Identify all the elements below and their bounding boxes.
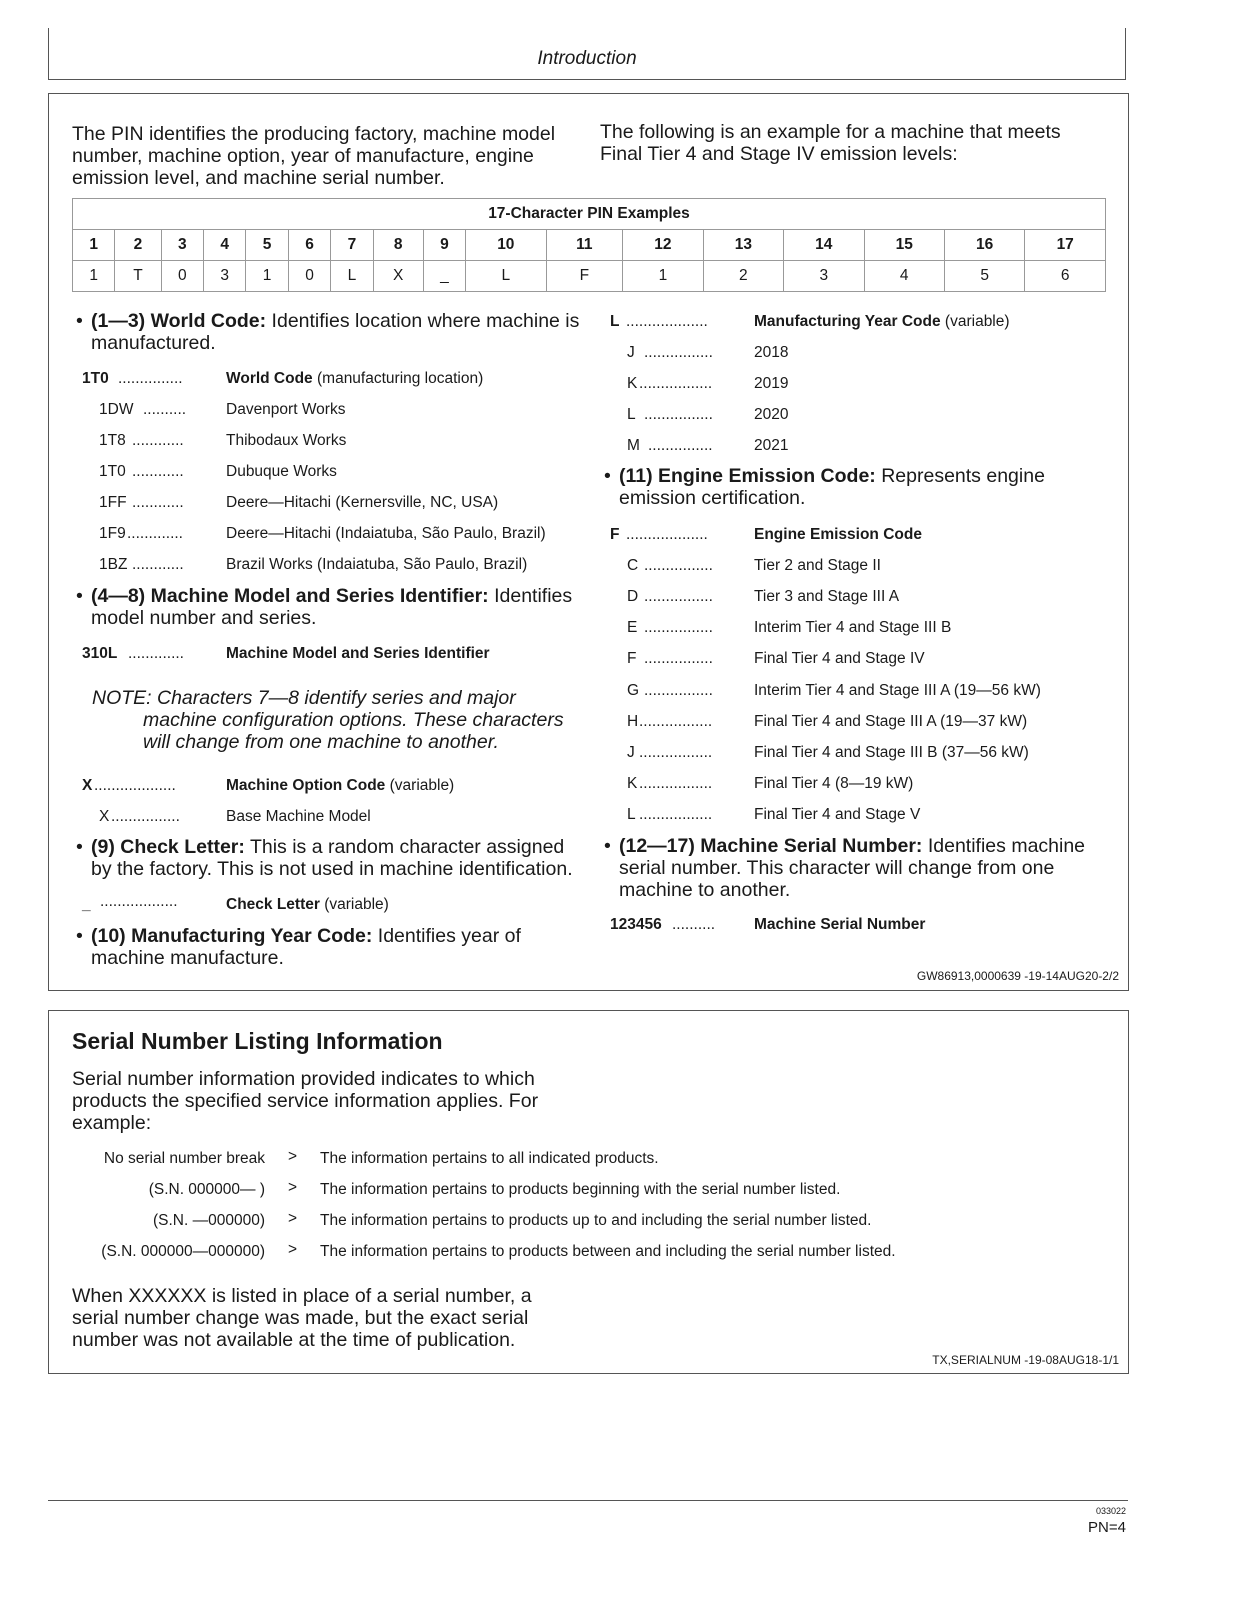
serial-row-code: No serial number break xyxy=(103,1150,265,1167)
dot-leader: ................ xyxy=(644,588,713,605)
pin-value: 0 xyxy=(161,261,203,292)
year-item-label: 2019 xyxy=(754,375,789,392)
emission-item-label: Interim Tier 4 and Stage III A (19—56 kW) xyxy=(754,682,1041,699)
pin-value: L xyxy=(466,261,546,292)
dot-leader: ................. xyxy=(639,806,713,823)
pin-value: 1 xyxy=(246,261,288,292)
pin-value: L xyxy=(331,261,373,292)
serial-row-text: The information pertains to products between and including the serial number listed. xyxy=(320,1243,896,1260)
emission-item-label: Final Tier 4 and Stage IV xyxy=(754,650,925,667)
emission-item-code: F xyxy=(627,650,637,667)
dot-leader: ............ xyxy=(132,463,184,480)
serial-row-sep: > xyxy=(288,1148,298,1165)
pin-value: 0 xyxy=(288,261,330,292)
bullet-dot-icon: • xyxy=(76,310,83,332)
year-item-label: 2018 xyxy=(754,344,789,361)
option-item-code: X xyxy=(99,808,110,825)
emission-item-label: Tier 2 and Stage II xyxy=(754,557,881,574)
world-code-item-label: Thibodaux Works xyxy=(226,432,347,449)
emission-item-label: Interim Tier 4 and Stage III B xyxy=(754,619,952,636)
pin-intro-right: The following is an example for a machine that meets Final Tier 4 and Stage IV emission levels: xyxy=(600,121,1061,165)
year-head-code: L xyxy=(610,313,620,330)
pin-value: 5 xyxy=(944,261,1024,292)
world-code-item-code: 1T0 xyxy=(99,463,126,480)
bullet-dot-icon: • xyxy=(604,465,611,487)
dot-leader: ................ xyxy=(644,406,713,423)
dot-leader: ............ xyxy=(132,432,184,449)
pin-position: 9 xyxy=(423,230,465,261)
emission-item-code: H xyxy=(627,713,639,730)
page-number: PN=4 xyxy=(1088,1519,1126,1536)
year-item-label: 2020 xyxy=(754,406,789,423)
pin-value: 6 xyxy=(1025,261,1106,292)
footer-code: 033022 xyxy=(1095,1506,1126,1516)
world-code-item-code: 1DW xyxy=(99,401,134,418)
emission-item-code: K xyxy=(627,775,638,792)
pin-position: 3 xyxy=(161,230,203,261)
bullet-dot-icon: • xyxy=(76,836,83,858)
dot-leader: ................ xyxy=(644,619,713,636)
bullet-dot-icon: • xyxy=(604,835,611,857)
dot-leader: ................. xyxy=(639,775,713,792)
model-bullet: • (4—8) Machine Model and Series Identifier: Identifies model number and series. xyxy=(76,585,573,629)
dot-leader: ................. xyxy=(639,744,713,761)
emission-item-code: G xyxy=(627,682,640,699)
emission-head-code: F xyxy=(610,526,620,543)
pin-position: 14 xyxy=(784,230,864,261)
dot-leader: ............... xyxy=(118,370,183,387)
world-code-item-label: Dubuque Works xyxy=(226,463,337,480)
serial-row-sep: > xyxy=(288,1210,298,1227)
serial-section-closing: When XXXXXX is listed in place of a serial number, a serial number change was made, but the exact serial number was not available at the time of publication. xyxy=(72,1285,532,1351)
pin-position: 7 xyxy=(331,230,373,261)
pin-position: 13 xyxy=(703,230,783,261)
world-code-item-code: 1FF xyxy=(99,494,127,511)
serial-head-code: 123456 xyxy=(610,916,662,933)
emission-item-code: D xyxy=(627,588,639,605)
emission-item-label: Final Tier 4 and Stage V xyxy=(754,806,921,823)
pin-position: 12 xyxy=(623,230,703,261)
serial-row-code: (S.N. 000000— ) xyxy=(148,1181,265,1198)
year-item-code: K xyxy=(627,375,638,392)
serial-head-label: Machine Serial Number xyxy=(754,916,926,933)
pin-value: F xyxy=(546,261,623,292)
world-code-item-code: 1T8 xyxy=(99,432,126,449)
world-code-item-label: Deere—Hitachi (Kernersville, NC, USA) xyxy=(226,494,499,511)
emission-item-label: Final Tier 4 (8—19 kW) xyxy=(754,775,914,792)
world-code-head-label: World Code (manufacturing location) xyxy=(226,370,484,387)
world-code-item-label: Davenport Works xyxy=(226,401,346,418)
check-letter-bullet: • (9) Check Letter: This is a random character assigned by the factory. This is not used in machine identification. xyxy=(76,836,573,880)
world-code-item-code: 1BZ xyxy=(99,556,128,573)
world-code-item-label: Deere—Hitachi (Indaiatuba, São Paulo, Brazil) xyxy=(226,525,546,542)
dot-leader: ................... xyxy=(626,313,708,330)
dot-leader: ................ xyxy=(644,344,713,361)
dot-leader: ............ xyxy=(132,556,184,573)
year-item-label: 2021 xyxy=(754,437,789,454)
serial-section-intro: Serial number information provided indicates to which products the specified service information applies. For example: xyxy=(72,1068,539,1134)
bullet-dot-icon: • xyxy=(76,925,83,947)
serial-row-text: The information pertains to products beginning with the serial number listed. xyxy=(320,1181,841,1198)
page-header-title: Introduction xyxy=(537,48,637,69)
pin-position: 1 xyxy=(73,230,115,261)
pin-value: 4 xyxy=(864,261,944,292)
pin-value: _ xyxy=(423,261,465,292)
pin-value: 3 xyxy=(203,261,245,292)
world-code-head-code: 1T0 xyxy=(82,370,109,387)
emission-item-code: J xyxy=(627,744,635,761)
serial-row-code: (S.N. 000000—000000) xyxy=(101,1243,265,1260)
serial-row-text: The information pertains to all indicated products. xyxy=(320,1150,659,1167)
pin-position: 11 xyxy=(546,230,623,261)
pin-intro-left: The PIN identifies the producing factory, machine model number, machine option, year of manufacture, engine emission level, and machine serial number. xyxy=(72,123,556,189)
dot-leader: ................ xyxy=(644,650,713,667)
pin-position: 6 xyxy=(288,230,330,261)
dot-leader: ................ xyxy=(644,682,713,699)
dot-leader: ............ xyxy=(132,494,184,511)
serial-row-code: (S.N. —000000) xyxy=(153,1212,265,1229)
serial-row-sep: > xyxy=(288,1241,298,1258)
serial-row-sep: > xyxy=(288,1179,298,1196)
serial-number-bullet: • (12—17) Machine Serial Number: Identifies machine serial number. This character will change from one machine to another. xyxy=(604,835,1086,901)
check-head-label: Check Letter (variable) xyxy=(226,896,389,913)
note-line-3: will change from one machine to another. xyxy=(143,731,499,753)
dot-leader: .......... xyxy=(143,401,187,418)
dot-leader: ................... xyxy=(94,777,176,794)
serial-row-text: The information pertains to products up to and including the serial number listed. xyxy=(320,1212,872,1229)
dot-leader: .......... xyxy=(672,916,716,933)
dot-leader: ................... xyxy=(626,526,708,543)
pin-example-table xyxy=(72,198,1106,292)
world-code-bullet: • (1—3) World Code: Identifies location where machine is manufactured. xyxy=(76,310,580,354)
option-head-code: X xyxy=(82,777,93,794)
pin-value: X xyxy=(373,261,423,292)
pin-position: 16 xyxy=(944,230,1024,261)
year-head-label: Manufacturing Year Code (variable) xyxy=(754,313,1010,330)
emission-item-code: E xyxy=(627,619,638,636)
dot-leader: ............... xyxy=(648,437,713,454)
dot-leader: ................. xyxy=(639,375,713,392)
pin-value: 1 xyxy=(623,261,703,292)
emission-item-label: Final Tier 4 and Stage III A (19—37 kW) xyxy=(754,713,1028,730)
pin-table-caption: 17-Character PIN Examples xyxy=(73,199,1106,230)
pin-position: 10 xyxy=(466,230,546,261)
pin-position: 15 xyxy=(864,230,944,261)
check-head-code: _ xyxy=(82,896,91,913)
pin-position: 8 xyxy=(373,230,423,261)
option-head-label: Machine Option Code (variable) xyxy=(226,777,455,794)
pin-position: 2 xyxy=(115,230,161,261)
emission-item-code: L xyxy=(627,806,636,823)
emission-item-code: C xyxy=(627,557,639,574)
note-line-2: machine configuration options. These characters xyxy=(143,709,564,731)
dot-leader: .................. xyxy=(100,893,178,910)
dot-leader: ................ xyxy=(644,557,713,574)
dot-leader: ................. xyxy=(639,713,713,730)
bullet-dot-icon: • xyxy=(76,585,83,607)
emission-item-label: Final Tier 4 and Stage III B (37—56 kW) xyxy=(754,744,1029,761)
pin-value: 1 xyxy=(73,261,115,292)
year-item-code: M xyxy=(627,437,640,454)
emission-bullet: • (11) Engine Emission Code: Represents engine emission certification. xyxy=(604,465,1045,509)
pin-value: 2 xyxy=(703,261,783,292)
dot-leader: ............. xyxy=(128,645,184,662)
dot-leader: ................ xyxy=(111,808,180,825)
pin-value: T xyxy=(115,261,161,292)
year-item-code: L xyxy=(627,406,636,423)
model-head-label: Machine Model and Series Identifier xyxy=(226,645,490,662)
dot-leader: ............. xyxy=(127,525,183,542)
emission-item-label: Tier 3 and Stage III A xyxy=(754,588,900,605)
pin-position: 17 xyxy=(1025,230,1106,261)
pin-section-reference: GW86913,0000639 -19-14AUG20-2/2 xyxy=(916,969,1119,983)
note-line-1: NOTE: Characters 7—8 identify series and major xyxy=(92,687,516,709)
pin-position: 4 xyxy=(203,230,245,261)
world-code-item-code: 1F9 xyxy=(99,525,126,542)
serial-section-reference: TX,SERIALNUM -19-08AUG18-1/1 xyxy=(932,1353,1119,1367)
footer-divider xyxy=(48,1500,1128,1501)
pin-value: 3 xyxy=(784,261,864,292)
pin-position: 5 xyxy=(246,230,288,261)
year-item-code: J xyxy=(627,344,635,361)
year-bullet: • (10) Manufacturing Year Code: Identifies year of machine manufacture. xyxy=(76,925,521,969)
world-code-item-label: Brazil Works (Indaiatuba, São Paulo, Brazil) xyxy=(226,556,528,573)
option-item-label: Base Machine Model xyxy=(226,808,371,825)
serial-section-title: Serial Number Listing Information xyxy=(72,1028,443,1054)
emission-head-label: Engine Emission Code xyxy=(754,526,922,543)
model-head-code: 310L xyxy=(82,645,118,662)
